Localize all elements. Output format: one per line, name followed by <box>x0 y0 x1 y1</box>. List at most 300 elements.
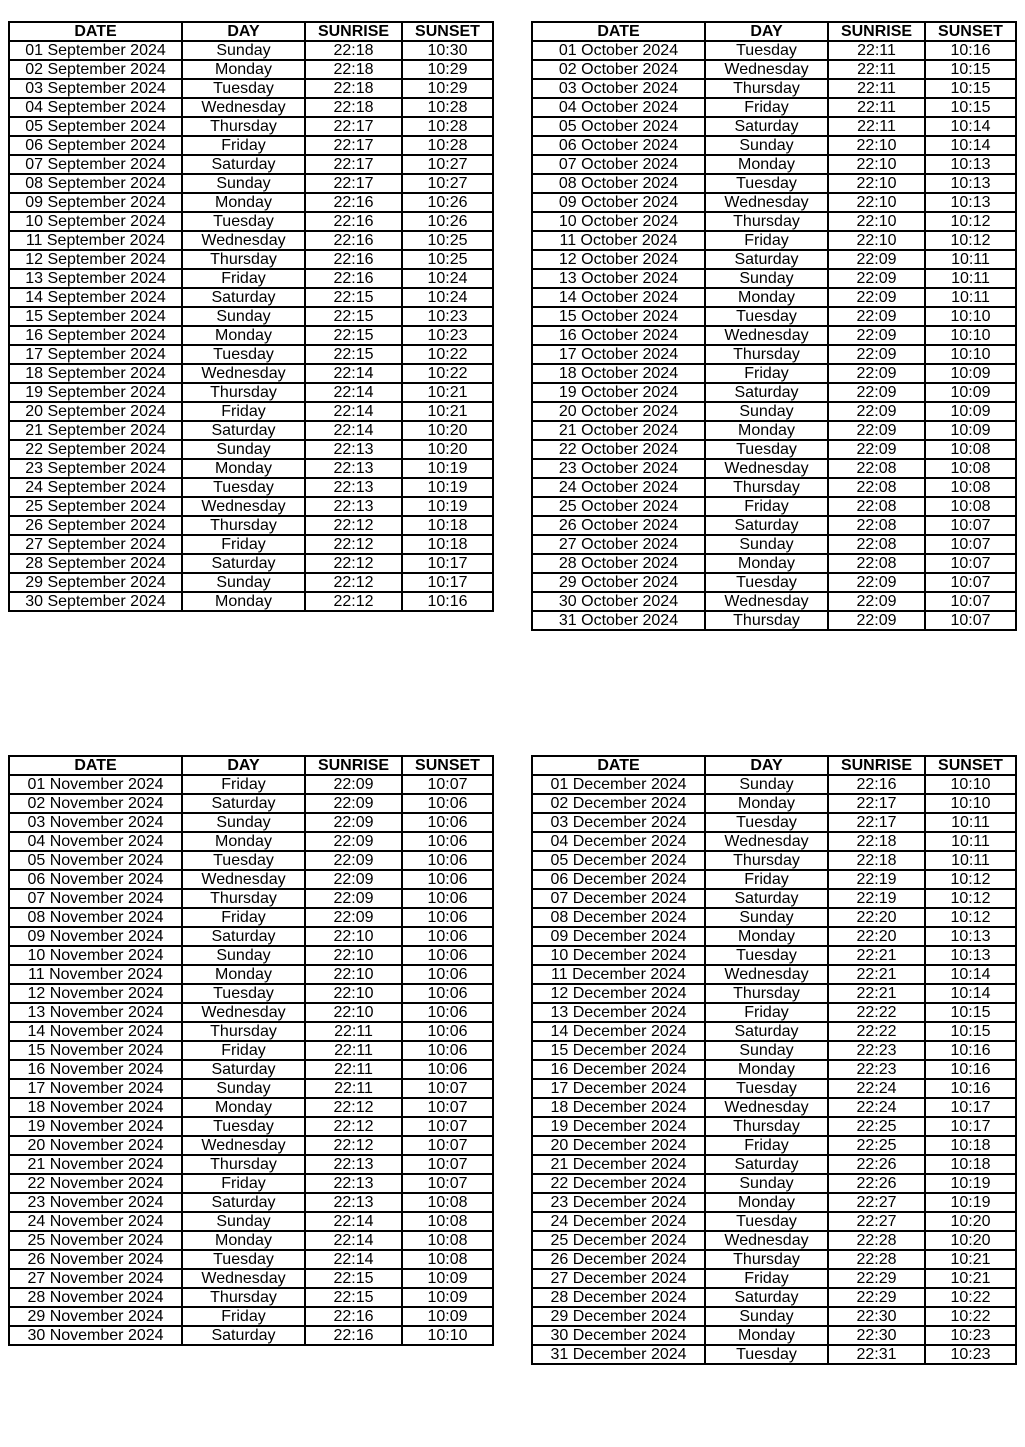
table-row <box>532 497 1016 516</box>
table-row <box>532 421 1016 440</box>
sunrise-cell: 22:17 <box>305 174 402 193</box>
day-cell: Saturday <box>182 421 305 440</box>
sunset-cell: 10:14 <box>925 117 1016 136</box>
table-row <box>532 946 1016 965</box>
table-row <box>9 1155 493 1174</box>
day-cell: Thursday <box>705 611 828 630</box>
day-cell: Tuesday <box>705 1212 828 1231</box>
day-cell: Wednesday <box>182 870 305 889</box>
sunrise-cell: 22:16 <box>305 1326 402 1345</box>
sunrise-cell: 22:21 <box>828 965 925 984</box>
sunrise-cell: 22:16 <box>305 193 402 212</box>
date-cell: 08 October 2024 <box>532 174 705 193</box>
date-cell: 05 November 2024 <box>9 851 182 870</box>
date-cell: 24 December 2024 <box>532 1212 705 1231</box>
day-cell: Thursday <box>182 383 305 402</box>
sunset-cell: 10:16 <box>925 1041 1016 1060</box>
sunset-cell: 10:26 <box>402 212 493 231</box>
day-cell: Wednesday <box>705 326 828 345</box>
sunrise-cell: 22:18 <box>828 851 925 870</box>
sunset-cell: 10:15 <box>925 1003 1016 1022</box>
table-row <box>9 573 493 592</box>
table-row <box>9 364 493 383</box>
sunset-cell: 10:19 <box>402 478 493 497</box>
date-cell: 10 September 2024 <box>9 212 182 231</box>
day-cell: Wednesday <box>182 1003 305 1022</box>
sunset-cell: 10:24 <box>402 288 493 307</box>
sunrise-cell: 22:09 <box>305 908 402 927</box>
table-row <box>532 908 1016 927</box>
sunset-cell: 10:13 <box>925 927 1016 946</box>
table-row <box>9 155 493 174</box>
day-cell: Monday <box>182 592 305 611</box>
date-cell: 21 November 2024 <box>9 1155 182 1174</box>
date-cell: 15 December 2024 <box>532 1041 705 1060</box>
october-table <box>531 21 1017 631</box>
day-cell: Sunday <box>705 1174 828 1193</box>
sunrise-header: SUNRISE <box>828 756 925 775</box>
sunset-cell: 10:21 <box>402 402 493 421</box>
date-cell: 09 December 2024 <box>532 927 705 946</box>
table-row <box>532 231 1016 250</box>
sunrise-cell: 22:28 <box>828 1231 925 1250</box>
sunset-cell: 10:13 <box>925 174 1016 193</box>
day-cell: Thursday <box>182 1155 305 1174</box>
date-cell: 30 November 2024 <box>9 1326 182 1345</box>
sunrise-cell: 22:18 <box>828 832 925 851</box>
date-cell: 23 November 2024 <box>9 1193 182 1212</box>
day-cell: Wednesday <box>182 364 305 383</box>
day-cell: Friday <box>705 98 828 117</box>
table-row <box>9 269 493 288</box>
sunset-cell: 10:14 <box>925 984 1016 1003</box>
date-cell: 04 October 2024 <box>532 98 705 117</box>
table-row <box>532 870 1016 889</box>
table-row <box>532 927 1016 946</box>
sunrise-cell: 22:12 <box>305 1117 402 1136</box>
sunset-cell: 10:23 <box>402 326 493 345</box>
day-cell: Monday <box>705 1193 828 1212</box>
sunrise-cell: 22:09 <box>305 889 402 908</box>
day-cell: Monday <box>182 459 305 478</box>
date-cell: 05 December 2024 <box>532 851 705 870</box>
day-cell: Wednesday <box>705 193 828 212</box>
sunrise-cell: 22:23 <box>828 1041 925 1060</box>
day-cell: Friday <box>182 402 305 421</box>
date-cell: 26 September 2024 <box>9 516 182 535</box>
date-cell: 28 November 2024 <box>9 1288 182 1307</box>
table-row <box>9 193 493 212</box>
header-row <box>532 22 1016 41</box>
sunset-cell: 10:13 <box>925 193 1016 212</box>
sunrise-cell: 22:30 <box>828 1326 925 1345</box>
table-row <box>532 1041 1016 1060</box>
sunrise-cell: 22:20 <box>828 927 925 946</box>
sunset-cell: 10:19 <box>925 1174 1016 1193</box>
table-row <box>532 554 1016 573</box>
table-row <box>532 288 1016 307</box>
day-header: DAY <box>182 756 305 775</box>
day-cell: Wednesday <box>705 60 828 79</box>
date-cell: 25 September 2024 <box>9 497 182 516</box>
sunset-cell: 10:10 <box>925 345 1016 364</box>
table-row <box>9 60 493 79</box>
sunset-cell: 10:28 <box>402 136 493 155</box>
day-cell: Sunday <box>182 573 305 592</box>
sunset-cell: 10:07 <box>402 1098 493 1117</box>
date-cell: 17 October 2024 <box>532 345 705 364</box>
sunrise-cell: 22:15 <box>305 1269 402 1288</box>
date-cell: 26 October 2024 <box>532 516 705 535</box>
table-row <box>532 1212 1016 1231</box>
sunset-cell: 10:20 <box>925 1212 1016 1231</box>
table-row <box>9 908 493 927</box>
day-cell: Wednesday <box>182 1269 305 1288</box>
sunrise-cell: 22:12 <box>305 535 402 554</box>
december-table <box>531 755 1017 1365</box>
table-row <box>532 1079 1016 1098</box>
sunrise-cell: 22:15 <box>305 288 402 307</box>
day-cell: Monday <box>705 794 828 813</box>
day-cell: Wednesday <box>705 832 828 851</box>
date-cell: 17 December 2024 <box>532 1079 705 1098</box>
day-cell: Sunday <box>182 440 305 459</box>
date-cell: 11 November 2024 <box>9 965 182 984</box>
sunset-cell: 10:09 <box>402 1288 493 1307</box>
sunset-cell: 10:07 <box>925 535 1016 554</box>
date-cell: 03 December 2024 <box>532 813 705 832</box>
sunrise-cell: 22:09 <box>305 775 402 794</box>
day-cell: Tuesday <box>182 79 305 98</box>
date-cell: 02 November 2024 <box>9 794 182 813</box>
table-row <box>9 1231 493 1250</box>
day-cell: Friday <box>705 870 828 889</box>
table-row <box>9 383 493 402</box>
date-cell: 12 November 2024 <box>9 984 182 1003</box>
sunset-cell: 10:06 <box>402 965 493 984</box>
sunrise-cell: 22:26 <box>828 1174 925 1193</box>
table-row <box>9 402 493 421</box>
date-cell: 11 October 2024 <box>532 231 705 250</box>
date-cell: 07 September 2024 <box>9 155 182 174</box>
day-cell: Friday <box>182 1307 305 1326</box>
date-cell: 29 September 2024 <box>9 573 182 592</box>
sunrise-cell: 22:16 <box>305 231 402 250</box>
sunrise-cell: 22:15 <box>305 345 402 364</box>
day-cell: Tuesday <box>705 1079 828 1098</box>
sunrise-cell: 22:08 <box>828 535 925 554</box>
sunrise-cell: 22:14 <box>305 1250 402 1269</box>
date-cell: 08 December 2024 <box>532 908 705 927</box>
sunset-cell: 10:22 <box>925 1288 1016 1307</box>
sunset-cell: 10:07 <box>402 1136 493 1155</box>
table-row <box>9 136 493 155</box>
day-cell: Friday <box>705 1269 828 1288</box>
day-cell: Tuesday <box>705 946 828 965</box>
sunrise-header: SUNRISE <box>305 22 402 41</box>
sunset-cell: 10:11 <box>925 288 1016 307</box>
day-cell: Sunday <box>705 535 828 554</box>
sunset-cell: 10:07 <box>402 775 493 794</box>
sunset-cell: 10:09 <box>925 364 1016 383</box>
sunrise-cell: 22:12 <box>305 592 402 611</box>
november-rows <box>9 775 493 1345</box>
date-cell: 26 November 2024 <box>9 1250 182 1269</box>
sunrise-cell: 22:26 <box>828 1155 925 1174</box>
sunset-cell: 10:06 <box>402 870 493 889</box>
sunset-cell: 10:10 <box>925 307 1016 326</box>
sunset-cell: 10:15 <box>925 98 1016 117</box>
december-rows <box>532 775 1016 1364</box>
date-cell: 14 November 2024 <box>9 1022 182 1041</box>
date-cell: 28 September 2024 <box>9 554 182 573</box>
day-cell: Tuesday <box>705 573 828 592</box>
date-cell: 31 October 2024 <box>532 611 705 630</box>
sunrise-cell: 22:16 <box>828 775 925 794</box>
sunrise-cell: 22:18 <box>305 98 402 117</box>
day-cell: Friday <box>182 1174 305 1193</box>
table-row <box>532 1269 1016 1288</box>
sunrise-cell: 22:17 <box>828 813 925 832</box>
day-cell: Thursday <box>705 1250 828 1269</box>
sunset-cell: 10:16 <box>402 592 493 611</box>
sunrise-cell: 22:13 <box>305 497 402 516</box>
day-cell: Tuesday <box>182 1250 305 1269</box>
sunrise-cell: 22:09 <box>828 250 925 269</box>
date-cell: 08 November 2024 <box>9 908 182 927</box>
sunrise-cell: 22:13 <box>305 1155 402 1174</box>
table-row <box>532 41 1016 60</box>
sunrise-cell: 22:21 <box>828 946 925 965</box>
table-row <box>532 174 1016 193</box>
sunset-cell: 10:25 <box>402 250 493 269</box>
sunrise-cell: 22:17 <box>305 136 402 155</box>
sunset-cell: 10:12 <box>925 870 1016 889</box>
november-table <box>8 755 494 1346</box>
table-row <box>532 775 1016 794</box>
day-header: DAY <box>705 22 828 41</box>
sunrise-cell: 22:22 <box>828 1003 925 1022</box>
sunset-cell: 10:23 <box>925 1345 1016 1364</box>
table-row <box>532 364 1016 383</box>
day-cell: Friday <box>705 364 828 383</box>
table-row <box>9 851 493 870</box>
day-cell: Thursday <box>182 1288 305 1307</box>
date-cell: 18 September 2024 <box>9 364 182 383</box>
sunrise-cell: 22:13 <box>305 1193 402 1212</box>
day-cell: Thursday <box>705 345 828 364</box>
sunrise-cell: 22:12 <box>305 573 402 592</box>
sunset-cell: 10:08 <box>402 1212 493 1231</box>
day-cell: Monday <box>705 155 828 174</box>
sunrise-cell: 22:28 <box>828 1250 925 1269</box>
sunrise-cell: 22:12 <box>305 1098 402 1117</box>
table-row <box>9 326 493 345</box>
sunrise-cell: 22:17 <box>305 155 402 174</box>
table-row <box>9 1212 493 1231</box>
sunrise-cell: 22:09 <box>828 611 925 630</box>
table-row <box>532 611 1016 630</box>
table-row <box>9 1307 493 1326</box>
table-row <box>9 174 493 193</box>
date-cell: 17 November 2024 <box>9 1079 182 1098</box>
day-cell: Sunday <box>182 174 305 193</box>
table-row <box>532 1231 1016 1250</box>
sunset-cell: 10:10 <box>925 326 1016 345</box>
table-row <box>532 98 1016 117</box>
sunrise-cell: 22:08 <box>828 478 925 497</box>
sunset-cell: 10:08 <box>925 459 1016 478</box>
day-cell: Friday <box>182 535 305 554</box>
sunset-cell: 10:11 <box>925 269 1016 288</box>
sunset-cell: 10:12 <box>925 231 1016 250</box>
sunrise-cell: 22:12 <box>305 516 402 535</box>
table-row <box>9 1174 493 1193</box>
day-cell: Saturday <box>182 1060 305 1079</box>
table-row <box>9 459 493 478</box>
day-cell: Tuesday <box>705 440 828 459</box>
day-cell: Wednesday <box>705 1098 828 1117</box>
sunset-cell: 10:13 <box>925 155 1016 174</box>
table-row <box>532 193 1016 212</box>
sunrise-cell: 22:30 <box>828 1307 925 1326</box>
date-cell: 27 December 2024 <box>532 1269 705 1288</box>
sunrise-cell: 22:09 <box>828 364 925 383</box>
sunrise-cell: 22:14 <box>305 1212 402 1231</box>
day-cell: Sunday <box>705 775 828 794</box>
sunrise-cell: 22:24 <box>828 1079 925 1098</box>
sunset-cell: 10:17 <box>925 1098 1016 1117</box>
sunset-cell: 10:18 <box>402 516 493 535</box>
day-cell: Wednesday <box>705 459 828 478</box>
date-cell: 25 October 2024 <box>532 497 705 516</box>
table-row <box>9 79 493 98</box>
date-cell: 16 October 2024 <box>532 326 705 345</box>
sunrise-cell: 22:29 <box>828 1269 925 1288</box>
table-row <box>9 946 493 965</box>
sunset-cell: 10:11 <box>925 851 1016 870</box>
sunset-cell: 10:14 <box>925 965 1016 984</box>
sunset-cell: 10:27 <box>402 155 493 174</box>
day-cell: Tuesday <box>705 1345 828 1364</box>
table-row <box>9 345 493 364</box>
sunset-cell: 10:09 <box>402 1269 493 1288</box>
sunrise-cell: 22:11 <box>305 1022 402 1041</box>
day-cell: Monday <box>705 554 828 573</box>
sunrise-cell: 22:09 <box>305 794 402 813</box>
date-cell: 30 September 2024 <box>9 592 182 611</box>
date-cell: 20 September 2024 <box>9 402 182 421</box>
table-row <box>9 1193 493 1212</box>
day-cell: Friday <box>705 231 828 250</box>
sunset-cell: 10:16 <box>925 41 1016 60</box>
table-row <box>532 155 1016 174</box>
date-cell: 20 October 2024 <box>532 402 705 421</box>
sunset-cell: 10:28 <box>402 117 493 136</box>
table-row <box>9 478 493 497</box>
date-cell: 16 September 2024 <box>9 326 182 345</box>
table-row <box>9 984 493 1003</box>
day-cell: Sunday <box>182 307 305 326</box>
sunrise-cell: 22:15 <box>305 326 402 345</box>
sunrise-cell: 22:10 <box>828 193 925 212</box>
sunset-cell: 10:08 <box>402 1231 493 1250</box>
sunrise-cell: 22:17 <box>305 117 402 136</box>
table-row <box>9 212 493 231</box>
day-cell: Wednesday <box>705 965 828 984</box>
sunrise-cell: 22:10 <box>828 136 925 155</box>
day-cell: Saturday <box>182 794 305 813</box>
sunset-cell: 10:07 <box>925 554 1016 573</box>
sunrise-cell: 22:14 <box>305 1231 402 1250</box>
sunrise-cell: 22:18 <box>305 79 402 98</box>
sunrise-cell: 22:08 <box>828 497 925 516</box>
sunset-cell: 10:26 <box>402 193 493 212</box>
day-cell: Friday <box>182 908 305 927</box>
day-cell: Saturday <box>705 250 828 269</box>
day-cell: Wednesday <box>182 497 305 516</box>
sunset-cell: 10:12 <box>925 212 1016 231</box>
sunset-cell: 10:06 <box>402 1003 493 1022</box>
date-cell: 01 November 2024 <box>9 775 182 794</box>
sunset-cell: 10:08 <box>925 478 1016 497</box>
sunset-cell: 10:16 <box>925 1079 1016 1098</box>
day-cell: Thursday <box>182 889 305 908</box>
sunrise-cell: 22:13 <box>305 478 402 497</box>
date-cell: 06 September 2024 <box>9 136 182 155</box>
date-cell: 29 November 2024 <box>9 1307 182 1326</box>
sunrise-cell: 22:08 <box>828 554 925 573</box>
sunset-cell: 10:23 <box>402 307 493 326</box>
sunset-cell: 10:20 <box>402 421 493 440</box>
table-row <box>532 478 1016 497</box>
date-cell: 15 October 2024 <box>532 307 705 326</box>
day-cell: Monday <box>182 965 305 984</box>
day-cell: Saturday <box>705 889 828 908</box>
sunset-cell: 10:06 <box>402 1041 493 1060</box>
day-cell: Saturday <box>182 927 305 946</box>
sunrise-cell: 22:18 <box>305 41 402 60</box>
date-cell: 04 November 2024 <box>9 832 182 851</box>
sunset-cell: 10:19 <box>925 1193 1016 1212</box>
sunrise-cell: 22:14 <box>305 364 402 383</box>
table-row <box>9 1269 493 1288</box>
table-row <box>532 1193 1016 1212</box>
date-cell: 12 December 2024 <box>532 984 705 1003</box>
table-row <box>532 1155 1016 1174</box>
date-cell: 22 November 2024 <box>9 1174 182 1193</box>
date-cell: 09 October 2024 <box>532 193 705 212</box>
table-row <box>9 250 493 269</box>
sunset-cell: 10:13 <box>925 946 1016 965</box>
day-cell: Sunday <box>182 1212 305 1231</box>
date-cell: 19 October 2024 <box>532 383 705 402</box>
day-cell: Tuesday <box>182 1117 305 1136</box>
date-cell: 27 November 2024 <box>9 1269 182 1288</box>
sunset-cell: 10:07 <box>402 1155 493 1174</box>
sunrise-cell: 22:09 <box>828 421 925 440</box>
table-row <box>532 136 1016 155</box>
date-cell: 28 December 2024 <box>532 1288 705 1307</box>
table-row <box>9 307 493 326</box>
sunset-cell: 10:29 <box>402 79 493 98</box>
sunrise-cell: 22:10 <box>828 155 925 174</box>
table-row <box>532 117 1016 136</box>
sunrise-header: SUNRISE <box>305 756 402 775</box>
sunrise-cell: 22:14 <box>305 402 402 421</box>
sunset-cell: 10:09 <box>925 421 1016 440</box>
table-row <box>532 984 1016 1003</box>
